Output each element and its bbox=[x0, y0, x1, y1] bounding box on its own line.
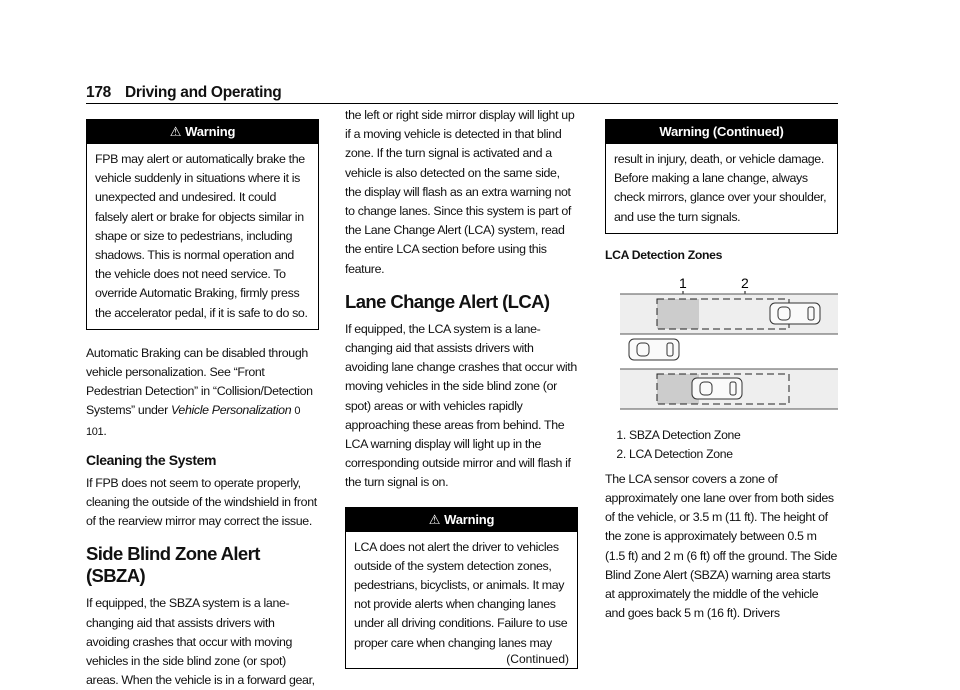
page-header bbox=[86, 84, 281, 102]
paragraph-lca: If equipped, the LCA system is a lane-changing aid that assists drivers with avoiding lane change crashes that occur with moving vehicles in the side blind zone (or spot) areas or with vehicles rapidly approaching these areas from behind. The LCA warning display will light up in the corresponding outside mirror and will flash if the turn signal is on. bbox=[345, 321, 577, 490]
zone-label-1: 1 bbox=[679, 274, 687, 291]
warning-title: Warning (Continued) bbox=[659, 124, 784, 139]
heading-sbza: Side Blind Zone Alert (SBZA) bbox=[86, 543, 260, 587]
warning-text: FPB may alert or automatically brake the vehicle suddenly in situations where it is unexpected and undesired. It could falsely alert or brake for objects similar in shape or size to pedestrians, including shadows. This is normal operation and the vehicle does not need service. To override Automatic Braking, firmly press the accelerator pedal, if it is safe to do so. bbox=[95, 152, 308, 320]
car-icon bbox=[770, 303, 820, 324]
heading-detection-zones: LCA Detection Zones bbox=[605, 247, 723, 262]
paragraph-cleaning: If FPB does not seem to operate properly, cleaning the outside of the windshield in front of the rearview mirror may correct the issue. bbox=[86, 475, 317, 529]
warning-header bbox=[346, 508, 577, 532]
page-number: 178 bbox=[86, 84, 111, 101]
paragraph-disable-braking: Automatic Braking can be disabled through vehicle personalization. See “Front Pedestrian Detection” in “Collision/Detection Systems” under Vehicle Personalization 0 101. bbox=[86, 345, 313, 438]
lca-zones-diagram bbox=[605, 270, 838, 420]
warning-text: result in injury, death, or vehicle damage. Before making a lane change, always check mirrors, glance over your shoulder, and use the turn signals. bbox=[614, 152, 827, 224]
continued-label: (Continued) bbox=[506, 651, 569, 666]
warning-title: Warning bbox=[444, 511, 495, 527]
warning-box-lca bbox=[345, 507, 578, 669]
warning-box-fpb bbox=[86, 119, 319, 330]
column-3 bbox=[605, 119, 838, 623]
chapter-title: Driving and Operating bbox=[124, 84, 282, 101]
header-rule bbox=[86, 103, 838, 104]
column-2 bbox=[345, 106, 578, 683]
warning-title: Warning bbox=[185, 124, 236, 139]
host-car-icon bbox=[629, 339, 679, 360]
vehicle-personalization-link[interactable]: Vehicle Personalization bbox=[170, 403, 292, 418]
lca-zones-svg bbox=[605, 270, 838, 420]
heading-lca: Lane Change Alert (LCA) bbox=[345, 290, 550, 312]
legend-item: 2. LCA Detection Zone bbox=[629, 445, 838, 464]
column-1 bbox=[86, 119, 319, 690]
car-icon bbox=[692, 378, 742, 399]
paragraph-sbza: If equipped, the SBZA system is a lane-changing aid that assists drivers with avoiding crashes that occur with moving vehicles in the side blind zone (or spot) areas. When the vehicle is in a forward gear, bbox=[86, 596, 315, 688]
warning-text: LCA does not alert the driver to vehicles outside of the system detection zones, pedestrians, bicyclists, or animals. It may not provide alerts when changing lanes under all driving conditions. Failure to use proper care when changing lanes may bbox=[354, 539, 568, 650]
legend-item: 1. SBZA Detection Zone bbox=[629, 426, 838, 445]
sbza-zone bbox=[657, 299, 699, 329]
heading-cleaning: Cleaning the System bbox=[86, 451, 217, 468]
diagram-legend bbox=[605, 426, 838, 464]
paragraph-sbza-cont: the left or right side mirror display will light up if a moving vehicle is detected in that blind zone. If the turn signal is activated and a vehicle is also detected on the same side, the display will flash as an extra warning not to change lanes. Since this system is part of the Lane Change Alert (LCA) system, read the entire LCA section before using this feature. bbox=[345, 108, 575, 276]
paragraph-sensor-coverage: The LCA sensor covers a zone of approximately one lane over from both sides of the vehicle, or 3.5 m (11 ft). The height of the zone is approximately between 0.5 m (1.5 ft) and 2 m (6 ft) off the ground. The Side Blind Zone Alert (SBZA) warning area starts at approximately the middle of the vehicle and goes back 5 m (16 ft). Drivers bbox=[605, 471, 838, 621]
warning-triangle-icon: ⚠ bbox=[169, 124, 182, 139]
page-ref[interactable]: 0 101 bbox=[86, 405, 301, 438]
zone-label-2: 2 bbox=[741, 274, 749, 291]
warning-header bbox=[87, 120, 318, 144]
warning-header bbox=[606, 120, 837, 144]
warning-triangle-icon: ⚠ bbox=[428, 511, 441, 527]
warning-box-continued bbox=[605, 119, 838, 234]
